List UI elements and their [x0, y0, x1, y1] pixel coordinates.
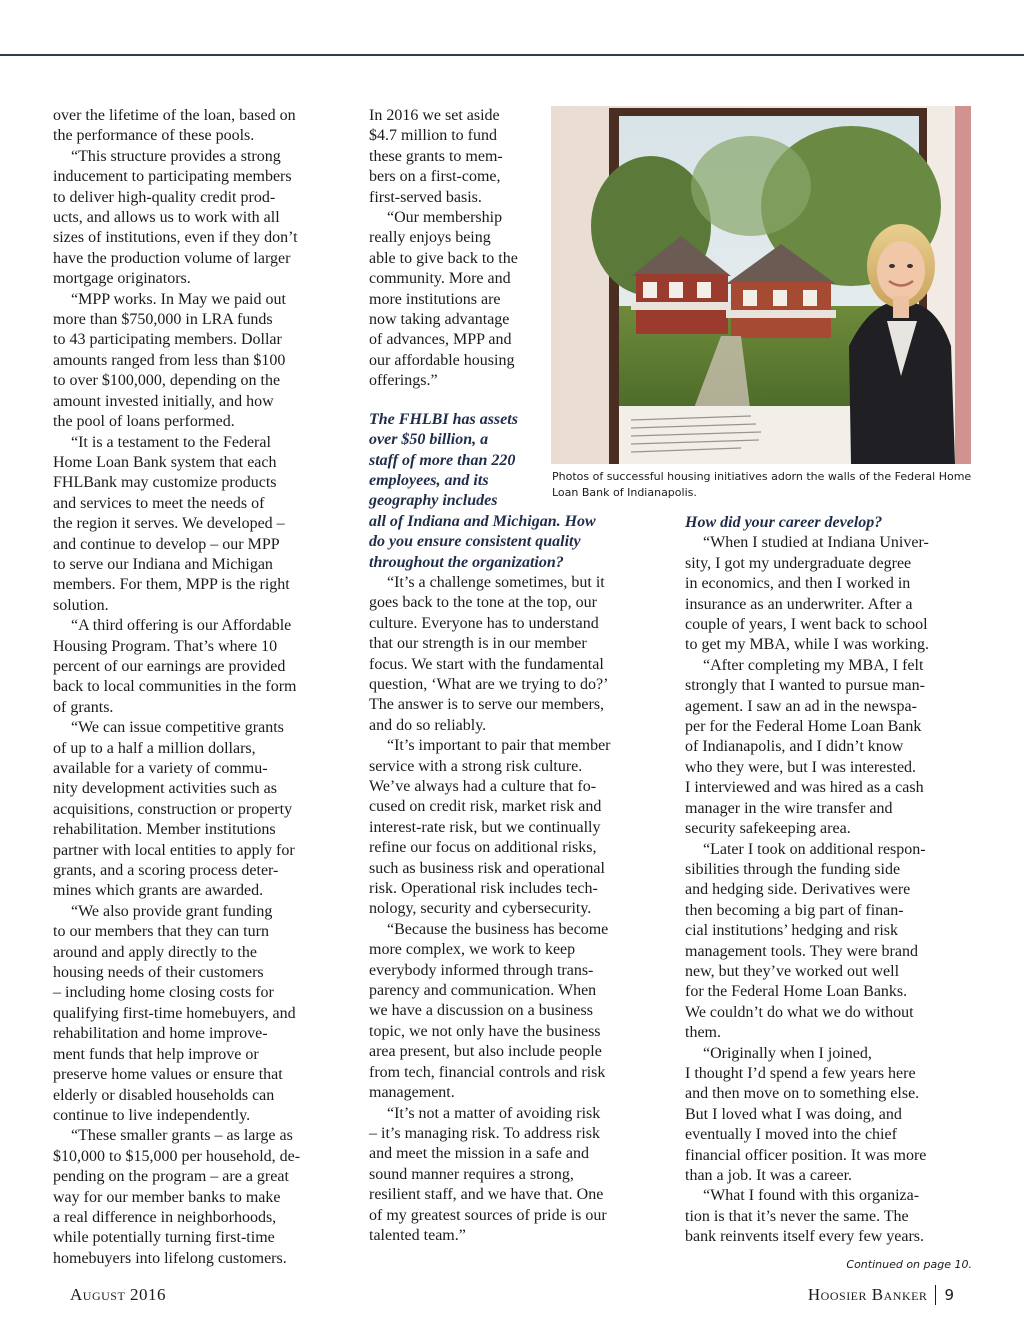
text-line: I thought I’d spend a few years here	[685, 1064, 916, 1082]
text-line: and do so reliably.	[369, 716, 487, 734]
text-line: pending on the program – are a great	[53, 1168, 289, 1186]
text-line: amounts ranged from less than $100	[53, 351, 286, 369]
text-line: sizes of institutions, even if they don’t	[53, 229, 298, 247]
text-line: to 43 participating members. Dollar	[53, 331, 282, 349]
text-line: of grants.	[53, 698, 114, 716]
text-line: way for our member banks to make	[53, 1188, 281, 1206]
text-line: focus. We start with the fundamental	[369, 655, 604, 673]
text-line: amount invested initially, and how	[53, 392, 274, 410]
text-line: “MPP works. In May we paid out	[71, 290, 286, 308]
text-line: nity development activities such as	[53, 780, 277, 798]
text-line: – including home closing costs for	[53, 984, 274, 1002]
text-line: “After completing my MBA, I felt	[703, 656, 924, 674]
text-line: couple of years, I went back to school	[685, 616, 928, 634]
text-line: and then move on to something else.	[685, 1085, 920, 1103]
text-line: these grants to mem-	[369, 147, 503, 165]
article-paragraph	[53, 106, 343, 147]
photo-woman-with-housing-display	[551, 106, 971, 464]
text-line: grants, and a scoring process deter-	[53, 862, 279, 880]
text-line: ment funds that help improve or	[53, 1045, 259, 1063]
article-paragraph	[53, 433, 343, 617]
text-line: while potentially turning first-time	[53, 1229, 275, 1247]
article-paragraph	[685, 840, 975, 1044]
article-paragraph	[53, 616, 343, 718]
text-line: over $50 billion, a	[369, 431, 489, 449]
text-line: “When I studied at Indiana Univer-	[703, 534, 929, 552]
text-line: our affordable housing	[369, 351, 515, 369]
text-line: refine our focus on additional risks,	[369, 839, 597, 857]
text-line: rehabilitation and home improve-	[53, 1025, 268, 1043]
text-line: to deliver high-quality credit prod-	[53, 188, 276, 206]
text-line: the region it serves. We developed –	[53, 515, 285, 533]
photo-illustration	[551, 106, 971, 464]
text-line: But I loved what I was doing, and	[685, 1105, 902, 1123]
footer-publication	[808, 1285, 954, 1305]
text-line: parency and communication. When	[369, 982, 597, 1000]
text-line: than a job. It was a career.	[685, 1167, 853, 1184]
text-line: acquisitions, construction or property	[53, 800, 293, 818]
text-line: a real difference in neighborhoods,	[53, 1208, 277, 1226]
text-line: housing needs of their customers	[53, 964, 264, 982]
article-paragraph	[369, 1104, 659, 1247]
text-line: that our strength is in our member	[369, 635, 587, 653]
text-line: staff of more than 220	[369, 451, 516, 469]
article-column-3	[685, 513, 975, 1248]
page-number: 9	[944, 1286, 954, 1304]
text-line: nology, security and cybersecurity.	[369, 900, 592, 918]
text-line: more than $750,000 in LRA funds	[53, 311, 273, 329]
text-line: per for the Federal Home Loan Bank	[685, 718, 922, 736]
article-paragraph	[53, 1126, 343, 1269]
text-line: We’ve always had a culture that fo-	[369, 778, 597, 795]
text-line: How did your career develop?	[685, 514, 883, 531]
text-line: qualifying first-time homebuyers, and	[53, 1004, 296, 1022]
article-paragraph	[369, 573, 659, 736]
text-line: members. For them, MPP is the right	[53, 576, 290, 594]
publication-name: Hoosier Banker	[807, 1285, 928, 1304]
text-line: rehabilitation. Member institutions	[53, 821, 276, 839]
text-line: more complex, we work to keep	[369, 941, 576, 959]
article-paragraph	[53, 718, 343, 902]
text-line: inducement to participating members	[53, 168, 292, 186]
text-line: agement. I saw an ad in the newspa-	[685, 697, 917, 715]
text-line: “We also provide grant funding	[71, 902, 273, 920]
text-line: talented team.”	[369, 1226, 466, 1244]
text-line: really enjoys being	[369, 229, 491, 247]
text-line: cial institutions’ hedging and risk	[685, 922, 899, 940]
text-line: “It is a testament to the Federal	[71, 433, 271, 451]
text-line: manager in the wire transfer and	[685, 799, 893, 817]
text-line: from tech, financial controls and risk	[369, 1063, 606, 1081]
text-line: sound manner requires a strong,	[369, 1165, 574, 1183]
text-line: for the Federal Home Loan Banks.	[685, 983, 908, 1001]
text-line: we have a discussion on a business	[369, 1002, 593, 1020]
text-line: In 2016 we set aside	[369, 107, 500, 124]
text-line: sity, I got my undergraduate degree	[685, 554, 912, 572]
article-paragraph	[53, 290, 343, 433]
text-line: eventually I moved into the chief	[685, 1126, 897, 1144]
text-line: “This structure provides a strong	[71, 147, 281, 165]
text-line: to our members that they can turn	[53, 923, 269, 941]
article-column-1	[53, 106, 343, 1269]
text-line: security safekeeping area.	[685, 820, 851, 838]
text-line: “Because the business has become	[387, 920, 609, 938]
text-line: who they were, but I was interested.	[685, 758, 917, 776]
text-line: The answer is to serve our members,	[369, 696, 605, 714]
text-line: “These smaller grants – as large as	[71, 1127, 293, 1145]
text-line: of Indianapolis, and I didn’t know	[685, 738, 904, 756]
article-paragraph	[685, 533, 975, 655]
text-line: now taking advantage	[369, 311, 510, 329]
text-line: “We can issue competitive grants	[71, 719, 284, 737]
text-line: partner with local entities to apply for	[53, 841, 295, 859]
text-line: $4.7 million to fund	[369, 127, 497, 145]
header-rule	[0, 54, 1024, 56]
text-line: percent of our earnings are provided	[53, 657, 286, 675]
text-line: insurance as an underwriter. After a	[685, 595, 913, 613]
article-paragraph	[685, 1186, 975, 1247]
text-line: of advances, MPP and	[369, 331, 512, 349]
text-line: homebuyers into lifelong customers.	[53, 1249, 287, 1267]
text-line: “Later I took on additional respon-	[703, 840, 926, 858]
text-line: back to local communities in the form	[53, 678, 297, 696]
text-line: solution.	[53, 596, 109, 614]
text-line: cused on credit risk, market risk and	[369, 798, 602, 816]
text-line: area present, but also include people	[369, 1043, 602, 1061]
article-paragraph	[53, 147, 343, 290]
text-line: of my greatest sources of pride is our	[369, 1206, 607, 1224]
text-line: to serve our Indiana and Michigan	[53, 555, 273, 573]
article-paragraph	[685, 656, 975, 840]
text-line: culture. Everyone has to understand	[369, 614, 599, 632]
text-line: – it’s managing risk. To address risk	[369, 1124, 601, 1142]
text-line: new, but they’ve worked out well	[685, 962, 900, 980]
text-line: and continue to develop – our MPP	[53, 535, 280, 553]
text-line: to get my MBA, while I was working.	[685, 636, 929, 654]
text-line: FHLBank may customize products	[53, 474, 277, 492]
text-line: “It’s a challenge sometimes, but it	[387, 573, 605, 591]
text-line: everybody informed through trans-	[369, 961, 594, 979]
text-line: community. More and	[369, 270, 511, 288]
text-line: “A third offering is our Affordable	[71, 617, 292, 635]
article-paragraph	[685, 1044, 975, 1187]
article-paragraph	[369, 736, 659, 920]
text-line: “It’s not a matter of avoiding risk	[387, 1104, 601, 1122]
text-line: to over $100,000, depending on the	[53, 372, 281, 390]
article-paragraph	[53, 902, 343, 1126]
text-line: more institutions are	[369, 290, 501, 308]
text-line: We couldn’t do what we do without	[685, 1003, 914, 1021]
text-line: “It’s important to pair that member	[387, 737, 611, 755]
text-line: The FHLBI has assets	[369, 410, 518, 428]
article-paragraph	[369, 920, 659, 1104]
text-line: such as business risk and operational	[369, 859, 605, 877]
text-line: topic, we not only have the business	[369, 1022, 601, 1040]
text-line: elderly or disabled households can	[53, 1086, 275, 1104]
text-line: mortgage originators.	[53, 270, 191, 288]
text-line: strongly that I wanted to pursue man-	[685, 677, 925, 695]
text-line: bank reinvents itself every few years.	[685, 1228, 925, 1246]
text-line: management.	[369, 1084, 455, 1102]
text-line: question, ‘What are we trying to do?’	[369, 675, 609, 693]
text-line: preserve home values or ensure that	[53, 1066, 283, 1084]
text-line: $10,000 to $15,000 per household, de-	[53, 1147, 301, 1165]
text-line: of up to a half a million dollars,	[53, 739, 256, 757]
text-line: tion is that it’s never the same. The	[685, 1207, 909, 1225]
text-line: all of Indiana and Michigan. How	[369, 512, 596, 530]
text-line: interest-rate risk, but we continually	[369, 818, 601, 836]
text-line: employees, and its	[369, 471, 489, 489]
text-line: available for a variety of commu-	[53, 760, 268, 777]
text-line: and hedging side. Derivatives were	[685, 881, 911, 899]
text-line: geography includes	[369, 492, 498, 510]
text-line: offerings.”	[369, 372, 438, 390]
text-line: mines which grants are awarded.	[53, 882, 264, 900]
text-line: around and apply directly to the	[53, 943, 257, 961]
text-line: “Our membership	[387, 209, 503, 227]
text-line: the pool of loans performed.	[53, 413, 235, 431]
text-line: continue to live independently.	[53, 1106, 251, 1124]
text-line: financial officer position. It was more	[685, 1146, 927, 1164]
text-line: “What I found with this organiza-	[703, 1187, 920, 1205]
text-line: then becoming a big part of finan-	[685, 901, 904, 919]
text-line: resilient staff, and we have that. One	[369, 1186, 604, 1204]
article-paragraph	[685, 513, 975, 533]
text-line: the performance of these pools.	[53, 127, 255, 145]
text-line: Home Loan Bank system that each	[53, 453, 277, 471]
text-line: management tools. They were brand	[685, 942, 918, 960]
text-line: them.	[685, 1024, 721, 1042]
text-line: Housing Program. That’s where 10	[53, 637, 278, 655]
text-line: have the production volume of larger	[53, 249, 291, 267]
text-line: risk. Operational risk includes tech-	[369, 880, 598, 898]
text-line: service with a strong risk culture.	[369, 757, 583, 775]
footer-divider	[935, 1285, 936, 1305]
continued-note: Continued on page 10.	[846, 1258, 972, 1271]
text-line: sibilities through the funding side	[685, 860, 901, 878]
text-line: first-served basis.	[369, 188, 482, 206]
text-line: do you ensure consistent quality	[369, 533, 581, 551]
text-line: ucts, and allows us to work with all	[53, 209, 280, 227]
footer-issue-date: August 2016	[70, 1285, 167, 1304]
text-line: throughout the organization?	[369, 553, 564, 571]
text-line: goes back to the tone at the top, our	[369, 594, 597, 612]
text-line: I interviewed and was hired as a cash	[685, 779, 924, 797]
text-line: in economics, and then I worked in	[685, 575, 911, 593]
text-line: and meet the mission in a safe and	[369, 1145, 589, 1163]
photo-caption: Photos of successful housing initiatives adorn the walls of the Federal Home Loan Bank of Indianapolis.	[552, 470, 972, 499]
text-line: and services to meet the needs of	[53, 494, 265, 512]
text-line: bers on a first-come,	[369, 168, 501, 186]
text-line: “Originally when I joined,	[703, 1044, 872, 1062]
text-line: able to give back to the	[369, 249, 518, 267]
text-line: over the lifetime of the loan, based on	[53, 107, 296, 124]
